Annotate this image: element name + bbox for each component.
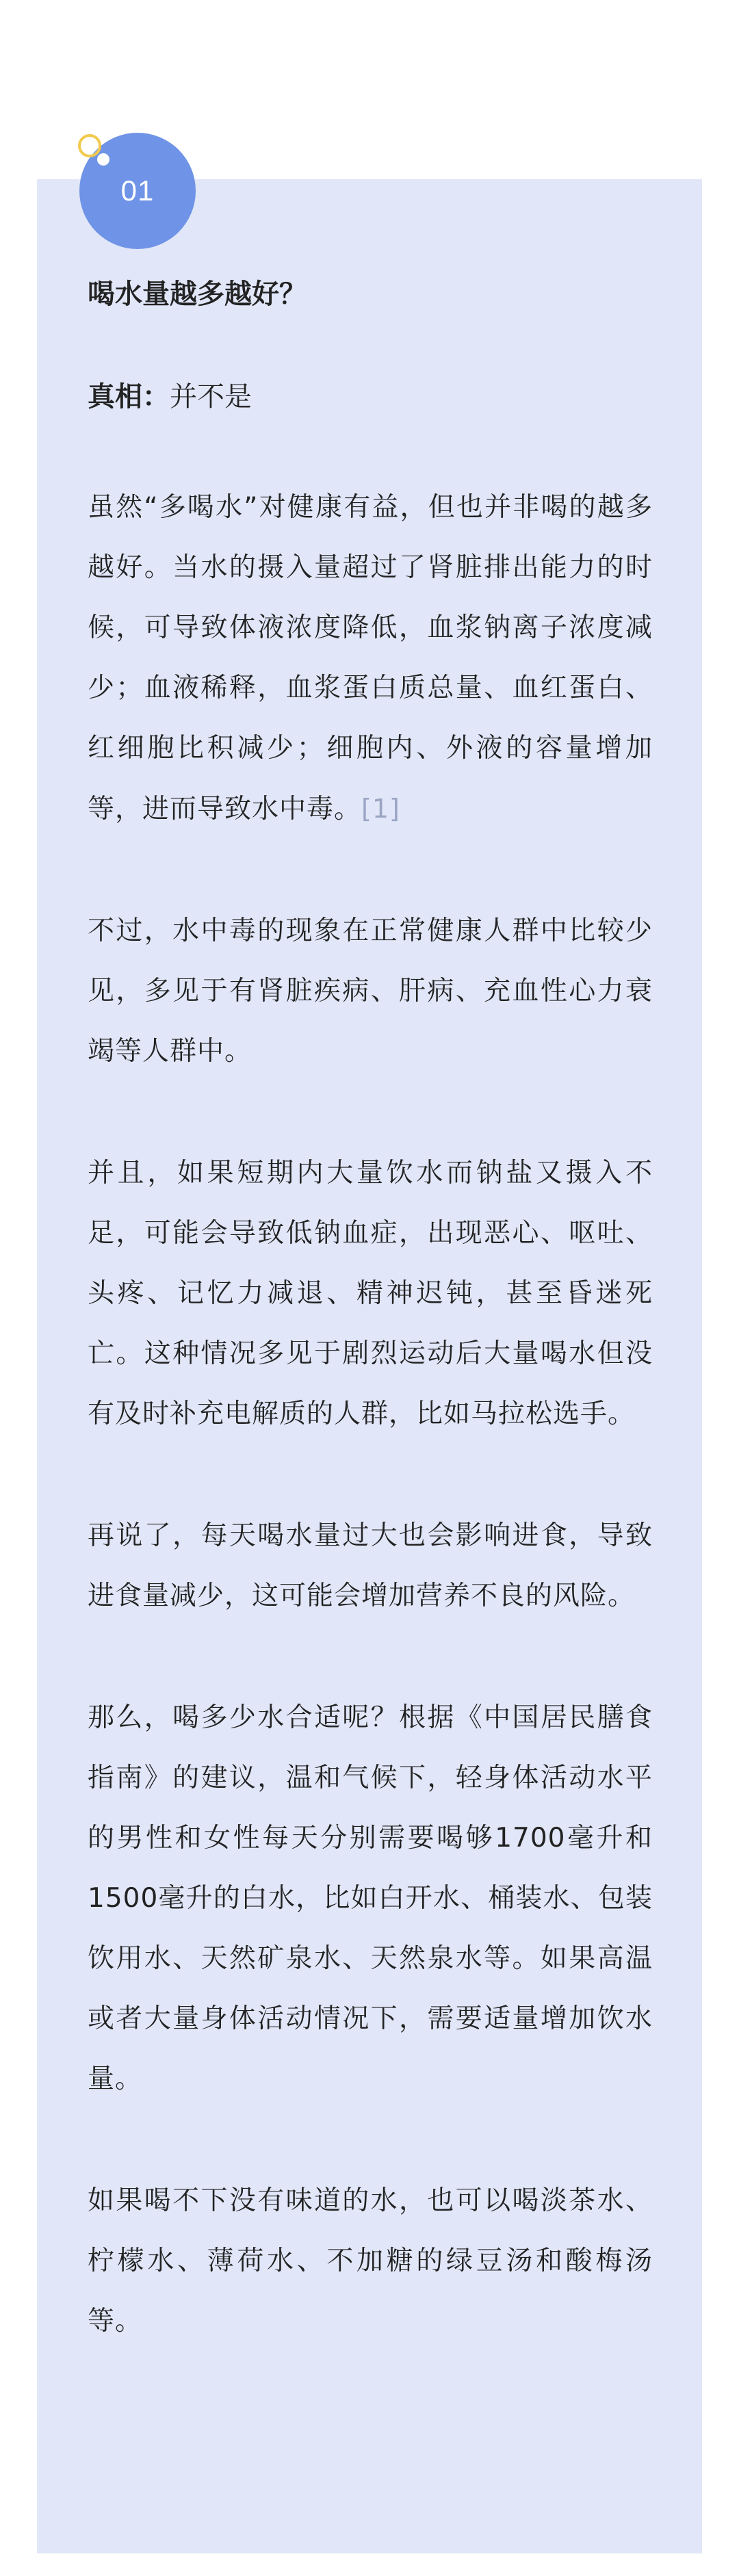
- paragraph-3: [88, 1143, 653, 1444]
- truth-answer: 并不是: [170, 381, 252, 413]
- ring-icon: [78, 134, 101, 157]
- section-number: 01: [79, 133, 196, 249]
- truth-line: [88, 369, 653, 424]
- truth-label: 真相：: [88, 381, 170, 413]
- paragraph-text: 不过，水中毒的现象在正常健康人群中比较少见，多见于有肾脏疾病、肝病、充血性心力衰竭等人群中。: [88, 915, 653, 1067]
- paragraph-2: [88, 901, 653, 1082]
- question-heading: 喝水量越多越好？: [88, 278, 307, 310]
- article-content: [88, 267, 653, 2378]
- reference-link[interactable]: [1]: [361, 794, 400, 824]
- paragraph-text: 虽然“多喝水”对健康有益，但也并非喝的越多越好。当水的摄入量超过了肾脏排出能力的时候，可导致体液浓度降低，血浆钠离子浓度减少；血液稀释，血浆蛋白质总量、血红蛋白、红细胞比积减少；细胞内、外液的容量增加等，进而导致水中毒。: [88, 492, 653, 824]
- paragraph-text: 那么，喝多少水合适呢？根据《中国居民膳食指南》的建议，温和气候下，轻身体活动水平的男性和女性每天分别需要喝够1700毫升和1500毫升的白水，比如白开水、桶装水、包装饮用水、天然矿泉水、天然泉水等。如果高温或者大量身体活动情况下，需要适量增加饮水量。: [88, 1702, 653, 2094]
- paragraph-text: 并且，如果短期内大量饮水而钠盐又摄入不足，可能会导致低钠血症，出现恶心、呕吐、头疼、记忆力减退、精神迟钝，甚至昏迷死亡。这种情况多见于剧烈运动后大量喝水但没有及时补充电解质的人群，比如马拉松选手。: [88, 1158, 653, 1429]
- paragraph-4: [88, 1506, 653, 1626]
- paragraph-5: [88, 1688, 653, 2109]
- paragraph-text: 如果喝不下没有味道的水，也可以喝淡茶水、柠檬水、薄荷水、不加糖的绿豆汤和酸梅汤等。: [88, 2185, 653, 2337]
- dot-icon: [97, 153, 109, 166]
- section-badge: [74, 127, 197, 250]
- paragraph-6: [88, 2171, 653, 2352]
- paragraph-text: 再说了，每天喝水量过大也会影响进食，导致进食量减少，这可能会增加营养不良的风险。: [88, 1520, 653, 1611]
- paragraph-1: [88, 478, 653, 840]
